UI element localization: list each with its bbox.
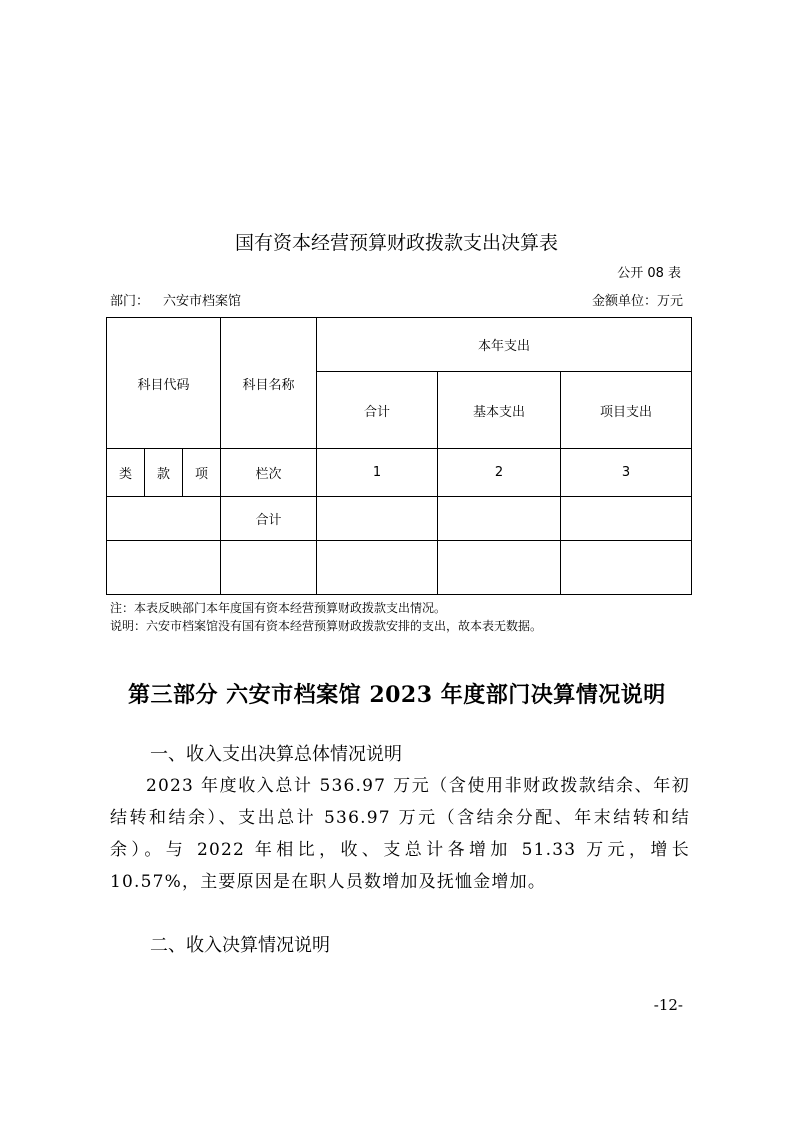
header-project-expenditure: 项目支出 bbox=[561, 372, 692, 449]
department-name: 六安市档案馆 bbox=[163, 294, 242, 309]
empty-row-total-cell bbox=[317, 541, 438, 595]
header-class: 类 bbox=[107, 449, 145, 497]
total-row-project-cell bbox=[561, 497, 692, 541]
empty-row-name-cell bbox=[221, 541, 317, 595]
header-subject-code: 科目代码 bbox=[107, 318, 221, 449]
total-row-total-cell bbox=[317, 497, 438, 541]
department-label: 部门： bbox=[110, 294, 150, 309]
header-item: 项 bbox=[183, 449, 221, 497]
total-row-label: 合计 bbox=[221, 497, 317, 541]
column-number-1: 1 bbox=[317, 449, 438, 497]
header-column-order: 栏次 bbox=[221, 449, 317, 497]
total-row-code-cell bbox=[107, 497, 221, 541]
header-basic-expenditure: 基本支出 bbox=[438, 372, 561, 449]
section-one-title: 一、收入支出决算总体情况说明 bbox=[150, 744, 402, 765]
table-explanation: 说明：六安市档案馆没有国有资本经营预算财政拨款安排的支出，故本表无数据。 bbox=[110, 619, 543, 633]
part-three-title: 第三部分 六安市档案馆 2023 年度部门决算情况说明 bbox=[128, 682, 666, 708]
header-total: 合计 bbox=[317, 372, 438, 449]
header-current-year-expenditure: 本年支出 bbox=[317, 318, 692, 372]
column-number-2: 2 bbox=[438, 449, 561, 497]
amount-unit: 金额单位：万元 bbox=[591, 294, 683, 309]
empty-row-project-cell bbox=[561, 541, 692, 595]
page-number: -12- bbox=[653, 996, 683, 1014]
table-title: 国有资本经营预算财政拨款支出决算表 bbox=[234, 232, 558, 254]
expenditure-table bbox=[106, 317, 692, 595]
department-line bbox=[110, 290, 241, 309]
header-section: 款 bbox=[145, 449, 183, 497]
section-two-title: 二、收入决算情况说明 bbox=[150, 935, 330, 956]
section-one-body: 2023 年度收入总计 536.97 万元（含使用非财政拨款结余、年初结转和结余）、支出总计 536.97 万元（含结余分配、年末结转和结余）。与 2022 年相比，收、支总计各增加 51.33 万元，增长 10.57%，主要原因是在职人员数增加及抚恤金增加。 bbox=[110, 776, 690, 892]
column-number-3: 3 bbox=[561, 449, 692, 497]
header-subject-name: 科目名称 bbox=[221, 318, 317, 449]
table-note: 注：本表反映部门本年度国有资本经营预算财政拨款支出情况。 bbox=[110, 601, 447, 615]
form-number: 公开 08 表 bbox=[617, 266, 681, 281]
empty-row-basic-cell bbox=[438, 541, 561, 595]
empty-row-code-cell bbox=[107, 541, 221, 595]
total-row-basic-cell bbox=[438, 497, 561, 541]
